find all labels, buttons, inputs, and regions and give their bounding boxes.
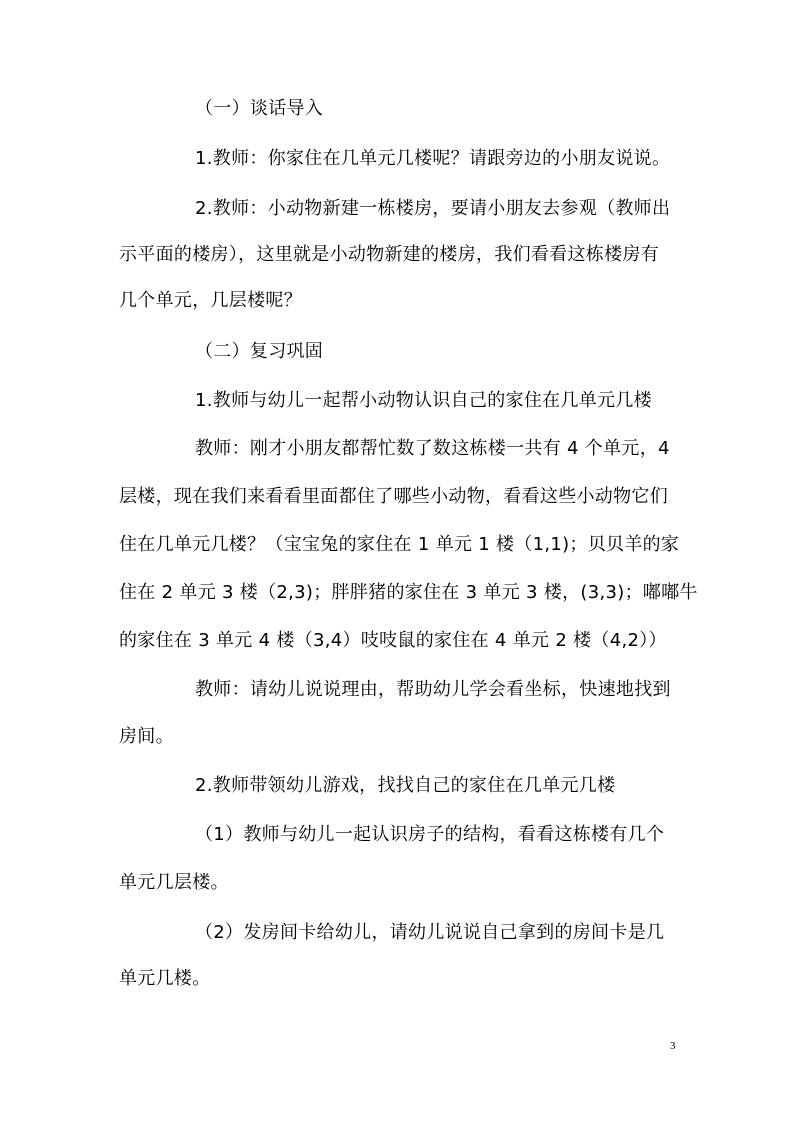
paragraph-7-line-2: 单元几层楼。 [119, 872, 229, 893]
paragraph-6: 2.教师带领幼儿游戏，找找自己的家住在几单元几楼 [195, 775, 616, 796]
paragraph-3: 1.教师与幼儿一起帮小动物认识自己的家住在几单元几楼 [195, 390, 652, 411]
paragraph-5-line-2: 房间。 [119, 726, 174, 747]
paragraph-8-line-1: （2）发房间卡给幼儿，请幼儿说说自己拿到的房间卡是几 [195, 922, 665, 943]
paragraph-4-line-1: 教师：刚才小朋友都帮忙数了数这栋楼一共有 4 个单元，4 [195, 438, 670, 459]
paragraph-1: 1.教师：你家住在几单元几楼呢？请跟旁边的小朋友说说。 [195, 148, 671, 169]
paragraph-7-line-1: （1）教师与幼儿一起认识房子的结构，看看这栋楼有几个 [195, 824, 665, 845]
paragraph-2-line-1: 2.教师：小动物新建一栋楼房，要请小朋友去参观（教师出 [195, 198, 671, 219]
section-heading-2: （二）复习巩固 [195, 341, 324, 362]
paragraph-4-line-3: 住在几单元几楼？（宝宝兔的家住在 1 单元 1 楼（1,1)；贝贝羊的家 [119, 534, 680, 555]
paragraph-5-line-1: 教师：请幼儿说说理由，帮助幼儿学会看坐标，快速地找到 [195, 679, 671, 700]
paragraph-4-line-5: 的家住在 3 单元 4 楼（3,4）吱吱鼠的家住在 4 单元 2 楼（4,2）） [119, 630, 667, 651]
section-heading-1: （一）谈话导入 [195, 98, 324, 119]
paragraph-4-line-4: 住在 2 单元 3 楼（2,3)；胖胖猪的家住在 3 单元 3 楼，(3,3)；嘟嘟牛 [119, 582, 698, 603]
paragraph-2-line-3: 几个单元，几层楼呢？ [119, 290, 302, 311]
paragraph-8-line-2: 单元几楼。 [119, 968, 211, 989]
page-number: 3 [670, 1040, 676, 1052]
paragraph-2-line-2: 示平面的楼房），这里就是小动物新建的楼房，我们看看这栋楼房有 [119, 244, 659, 265]
paragraph-4-line-2: 层楼，现在我们来看看里面都住了哪些小动物，看看这些小动物它们 [119, 486, 668, 507]
